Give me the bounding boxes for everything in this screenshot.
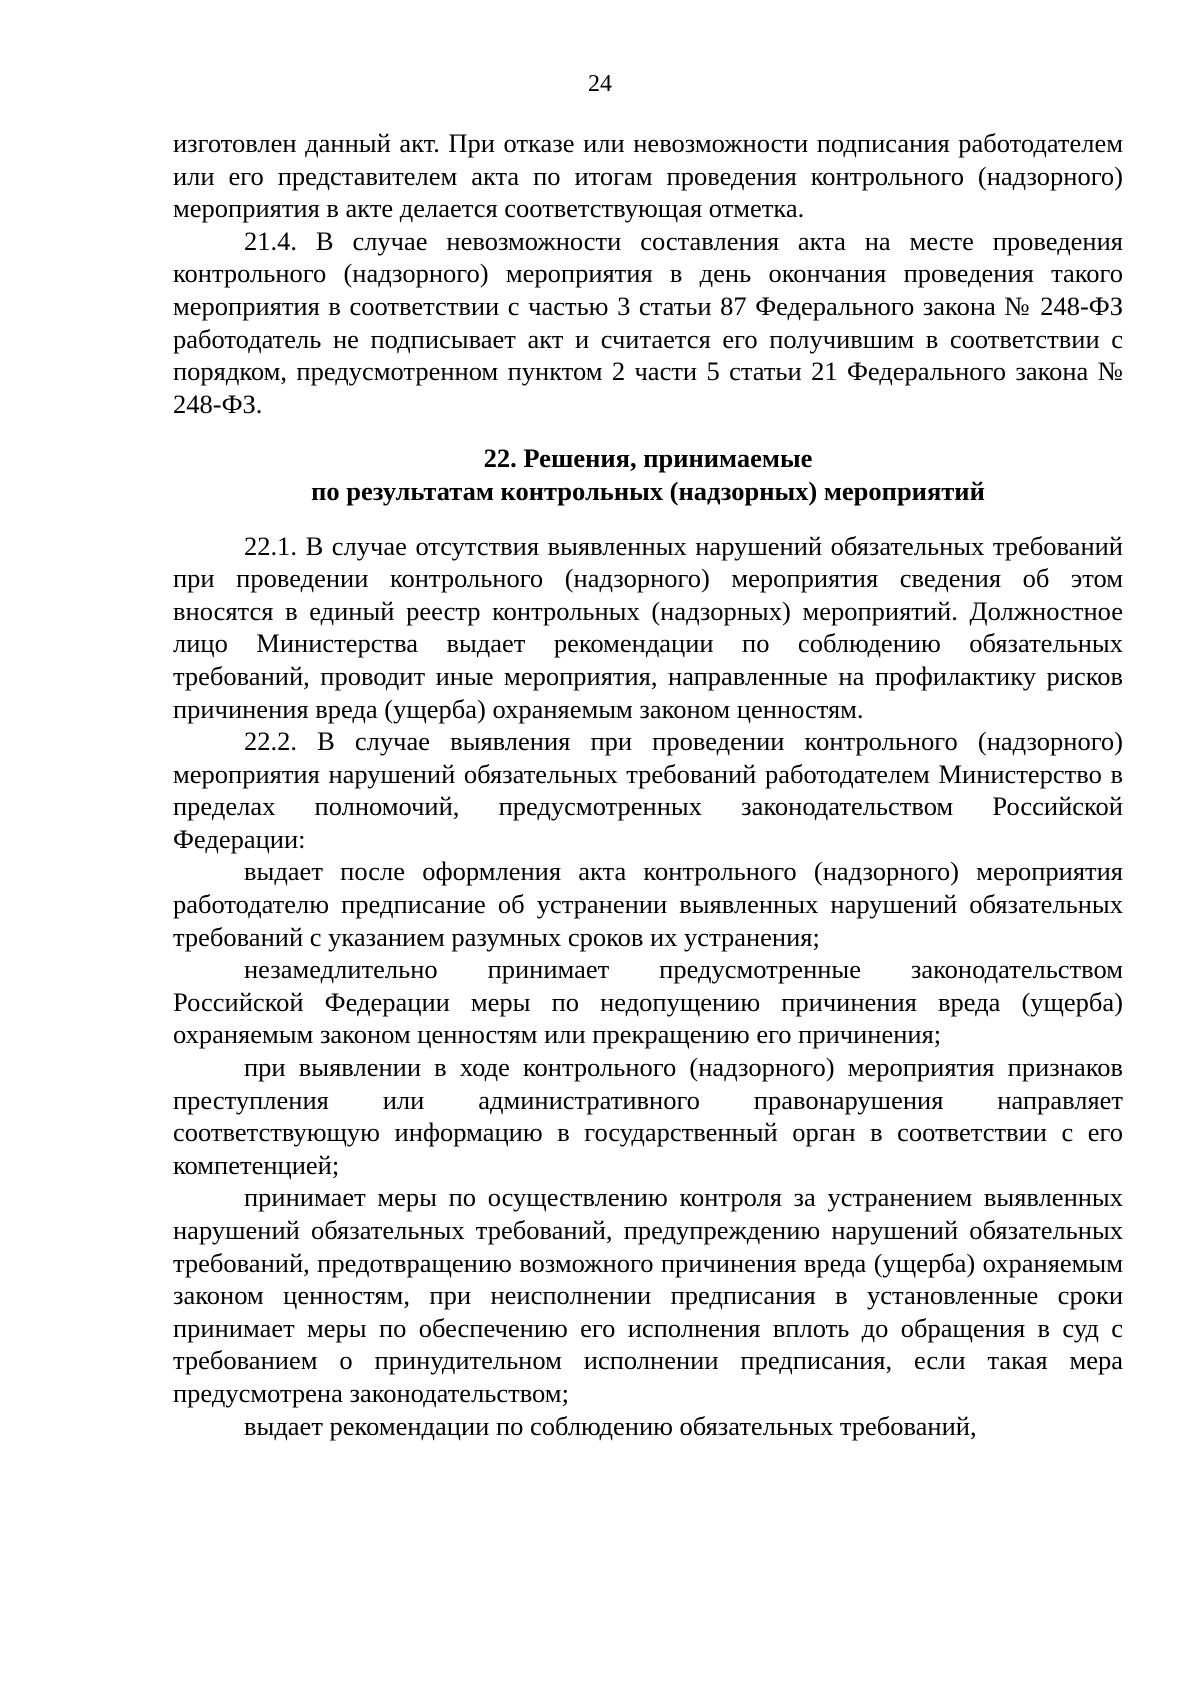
paragraph-item-measures: незамедлительно принимает предусмотренные законодательством Российской Федерации меры по недопущению причинения вреда (ущерба) охраняемым законом ценностям или прекращению его причинения; [173, 954, 1123, 1050]
document-body [173, 127, 1123, 1442]
paragraph-22-2: 22.2. В случае выявления при проведении контрольного (надзорного) мероприятия нарушений обязательных требований работодателем Министерство в пределах полномочий, предусмотренных законодательством Российской Федерации: [173, 726, 1123, 854]
page-number: 24 [588, 71, 612, 97]
paragraph-22-1: 22.1. В случае отсутствия выявленных нарушений обязательных требований при проведении контрольного (надзорного) мероприятия сведения об этом вносятся в единый реестр контрольных (надзорных) мероприятий. Должностное лицо Министерства выдает рекомендации по соблюдению обязательных требований, проводит иные мероприятия, направленные на профилактику рисков причинения вреда (ущерба) охраняемым законом ценностям. [173, 530, 1123, 724]
paragraph-item-crime-signs: при выявлении в ходе контрольного (надзорного) мероприятия признаков преступления или административного правонарушения направляет соответствующую информацию в государственный орган в соответствии с его компетенцией; [173, 1052, 1123, 1180]
paragraph-item-control: принимает меры по осуществлению контроля за устранением выявленных нарушений обязательных требований, предупреждению нарушений обязательных требований, предотвращению возможного причинения вреда (ущерба) охраняемым законом ценностям, при неисполнении предписания в установленные сроки принимает меры по обеспечению его исполнения вплоть до обращения в суд с требованием о принудительном исполнении предписания, если такая мера предусмотрена законодательством; [173, 1182, 1123, 1408]
section-heading-line-2: по результатам контрольных (надзорных) мероприятий [311, 475, 985, 506]
paragraph-21-4: 21.4. В случае невозможности составления акта на месте проведения контрольного (надзорного) мероприятия в день окончания проведения такого мероприятия в соответствии с частью 3 статьи 87 Федерального закона № 248-ФЗ работодатель не подписывает акт и считается его получившим в соответствии с порядком, предусмотренном пунктом 2 части 5 статьи 21 Федерального закона № 248-ФЗ. [173, 225, 1123, 419]
section-heading [173, 442, 1123, 507]
paragraph-item-recommendations: выдает рекомендации по соблюдению обязательных требований, [244, 1410, 977, 1441]
paragraph-item-prescription: выдает после оформления акта контрольного (надзорного) мероприятия работодателю предписание об устранении выявленных нарушений обязательных требований с указанием разумных сроков их устранения; [173, 856, 1123, 952]
section-heading-line-1: 22. Решения, принимаемые [483, 443, 813, 474]
paragraph-continuation: изготовлен данный акт. При отказе или невозможности подписания работодателем или его представителем акта по итогам проведения контрольного (надзорного) мероприятия в акте делается соответствующая отметка. [173, 128, 1123, 224]
